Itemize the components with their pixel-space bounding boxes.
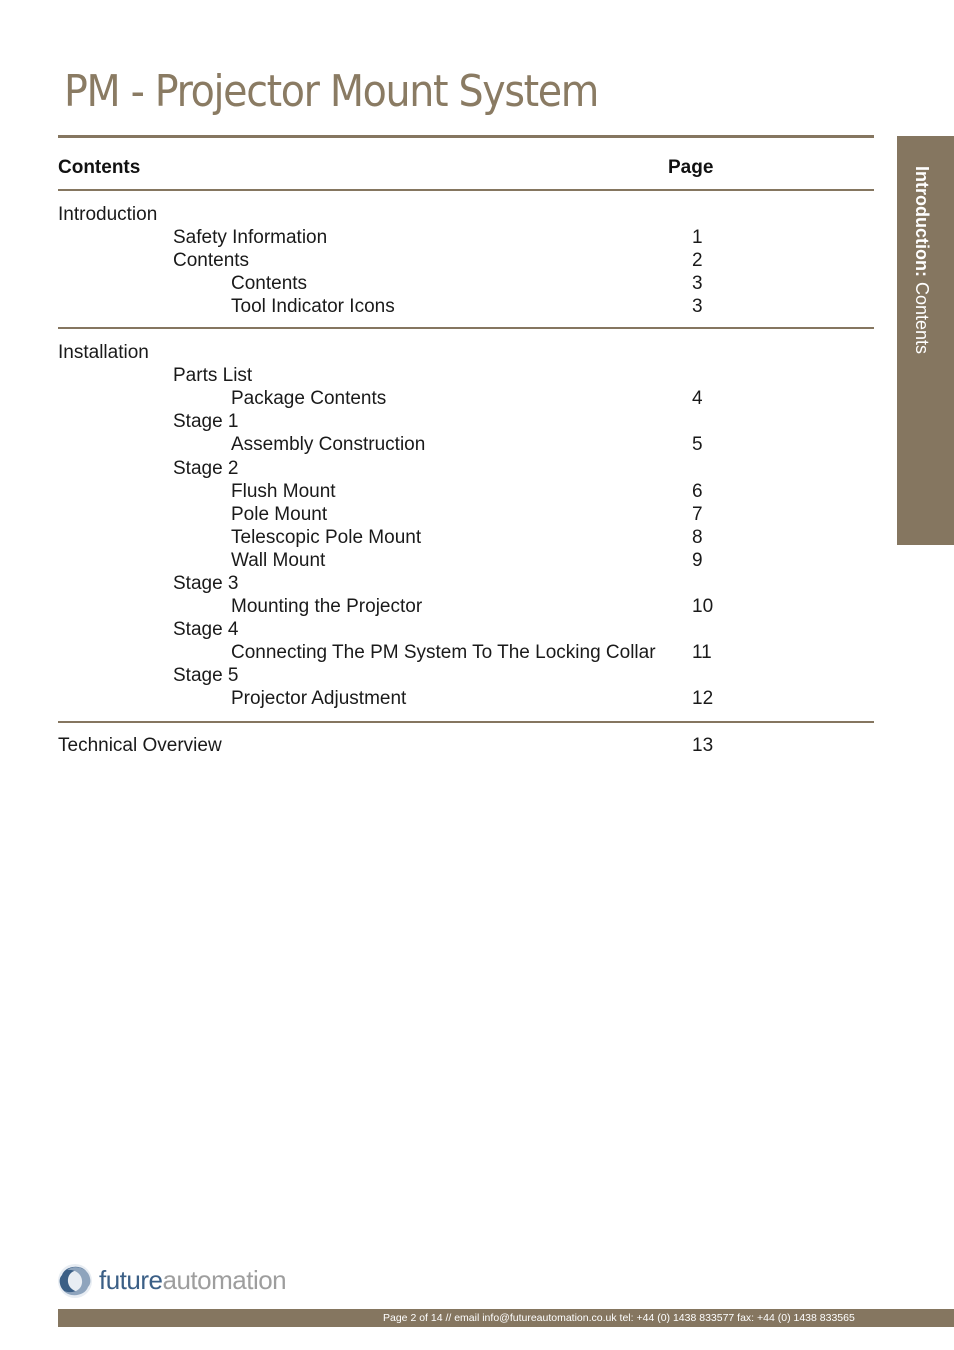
side-tab-page: Contents xyxy=(912,276,932,355)
section-introduction: Introduction xyxy=(58,204,158,225)
toc-page: 11 xyxy=(692,642,712,663)
toc-entry[interactable]: Stage 4 xyxy=(173,619,239,640)
toc-entry[interactable]: Safety Information xyxy=(173,227,328,248)
toc-page: 9 xyxy=(692,550,703,571)
toc-entry[interactable]: Assembly Construction xyxy=(231,434,426,455)
footer-bar xyxy=(58,1309,954,1327)
logo-word-automation: automation xyxy=(162,1265,287,1295)
toc-entry[interactable]: Contents xyxy=(173,250,250,271)
toc-page: 8 xyxy=(692,527,703,548)
section-rule xyxy=(58,721,874,723)
toc-entry[interactable]: Telescopic Pole Mount xyxy=(231,527,422,548)
toc-page: 3 xyxy=(692,273,703,294)
toc-page: 2 xyxy=(692,250,703,271)
toc-entry[interactable]: Wall Mount xyxy=(231,550,326,571)
toc-page: 4 xyxy=(692,388,703,409)
footer-contact-text: Page 2 of 14 // email info@futureautomation.co.uk tel: +44 (0) 1438 833577 fax: +44 (0) 1438 833565 xyxy=(383,1312,855,1324)
toc-page: 1 xyxy=(692,227,703,248)
toc-entry[interactable]: Stage 2 xyxy=(173,458,239,479)
side-tab-label xyxy=(911,166,932,354)
logo-wordmark xyxy=(99,1265,286,1296)
toc-page: 3 xyxy=(692,296,703,317)
toc-page: 13 xyxy=(692,735,714,756)
toc-page: 12 xyxy=(692,688,714,709)
toc-entry[interactable]: Flush Mount xyxy=(231,481,336,502)
toc-page: 7 xyxy=(692,504,703,525)
toc-entry[interactable]: Contents xyxy=(231,273,308,294)
toc-page: 5 xyxy=(692,434,703,455)
toc-entry[interactable]: Stage 5 xyxy=(173,665,239,686)
side-tab-section: Introduction: xyxy=(912,166,932,277)
swirl-logo-icon xyxy=(56,1262,94,1300)
toc-entry[interactable]: Tool Indicator Icons xyxy=(231,296,395,317)
logo-word-future: future xyxy=(99,1265,163,1295)
company-logo xyxy=(56,1262,287,1302)
toc-page: 10 xyxy=(692,596,714,617)
toc-entry[interactable]: Package Contents xyxy=(231,388,387,409)
section-installation: Installation xyxy=(58,342,149,363)
page-heading: Page xyxy=(668,157,714,178)
document-title: PM - Projector Mount System xyxy=(64,66,599,117)
toc-entry[interactable]: Mounting the Projector xyxy=(231,596,423,617)
top-rule xyxy=(58,135,874,138)
section-technical-overview[interactable]: Technical Overview xyxy=(58,735,222,756)
section-side-tab xyxy=(897,136,954,545)
toc-entry[interactable]: Parts List xyxy=(173,365,253,386)
toc-page: 6 xyxy=(692,481,703,502)
toc-entry[interactable]: Connecting The PM System To The Locking Collar xyxy=(231,642,656,663)
toc-entry[interactable]: Stage 3 xyxy=(173,573,239,594)
header-rule xyxy=(58,189,874,191)
toc-entry[interactable]: Stage 1 xyxy=(173,411,239,432)
toc-entry[interactable]: Projector Adjustment xyxy=(231,688,407,709)
toc-entry[interactable]: Pole Mount xyxy=(231,504,328,525)
section-rule xyxy=(58,327,874,329)
contents-heading: Contents xyxy=(58,157,141,178)
